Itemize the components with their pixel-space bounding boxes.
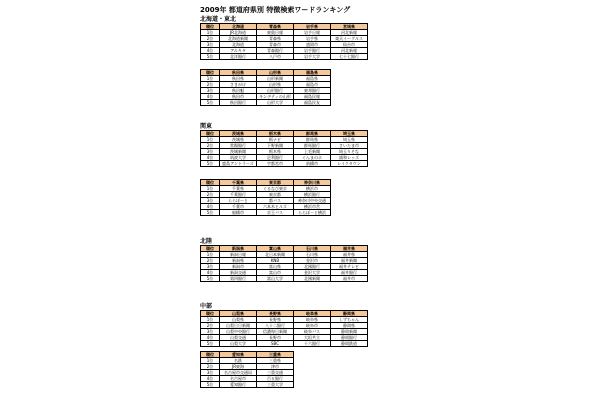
keyword-cell: 東京都 <box>257 192 294 198</box>
rank-cell: 2位 <box>201 143 220 149</box>
rank-cell: 5位 <box>201 382 220 388</box>
keyword-cell: 石川県 <box>294 252 331 258</box>
table-row <box>201 210 331 216</box>
prefecture-header: 愛知県 <box>220 352 257 358</box>
keyword-cell: 秋田銀行 <box>220 100 257 106</box>
keyword-cell: JR東海 <box>220 364 257 370</box>
keyword-cell: 山梨大学 <box>220 341 257 347</box>
keyword-cell: 十六銀行 <box>294 341 331 347</box>
prefecture-header: 静岡県 <box>331 311 368 317</box>
keyword-cell: 岩手銀行 <box>294 48 331 54</box>
keyword-cell: 青森市 <box>257 42 294 48</box>
region-label: 北海道・東北 <box>200 16 237 23</box>
rank-header: 順位 <box>201 180 220 186</box>
keyword-cell: 山形新聞 <box>257 76 294 82</box>
prefecture-header: 富山県 <box>257 246 294 252</box>
table-row <box>201 100 331 106</box>
keyword-cell: レイクタウン <box>331 161 368 167</box>
keyword-cell: 浦和レッズ <box>331 155 368 161</box>
rank-cell: 2位 <box>201 192 220 198</box>
keyword-cell: 長野市 <box>257 335 294 341</box>
table-row <box>201 276 368 282</box>
region-label: 北陸 <box>200 238 213 245</box>
keyword-cell: 北洋銀行 <box>220 54 257 60</box>
prefecture-header: 神奈川県 <box>294 180 331 186</box>
table-row <box>201 323 368 329</box>
rank-cell: 4位 <box>201 335 220 341</box>
keyword-cell: 愛知銀行 <box>220 382 257 388</box>
keyword-cell: 山梨県 <box>220 317 257 323</box>
keyword-cell: 八戸市 <box>257 54 294 60</box>
keyword-cell: 横浜市営 <box>294 204 331 210</box>
keyword-cell: さいたま市 <box>331 143 368 149</box>
keyword-cell: 青森県 <box>257 36 294 42</box>
rank-cell: 5位 <box>201 100 220 106</box>
keyword-cell: 青森銀行 <box>257 48 294 54</box>
keyword-cell: 静岡新聞 <box>331 329 368 335</box>
keyword-cell: SBC <box>257 341 294 347</box>
ranking-table <box>200 130 368 167</box>
keyword-cell: ぐんまのホ <box>294 155 331 161</box>
keyword-cell: 金沢市 <box>294 258 331 264</box>
keyword-cell: 宇都宮市 <box>257 161 294 167</box>
keyword-cell: JR北海道 <box>220 30 257 36</box>
keyword-cell: 福井新聞 <box>331 258 368 264</box>
keyword-cell: 百五銀行 <box>257 376 294 382</box>
keyword-cell: 埼玉県 <box>331 137 368 143</box>
rank-cell: 1位 <box>201 137 220 143</box>
rank-cell: 4位 <box>201 94 220 100</box>
keyword-cell: 山梨日日新聞 <box>220 323 257 329</box>
ranking-table <box>200 351 294 388</box>
prefecture-header: 石川県 <box>294 246 331 252</box>
prefecture-header: 埼玉県 <box>331 131 368 137</box>
keyword-cell: 静岡鉄道 <box>331 341 368 347</box>
rank-cell: 2位 <box>201 258 220 264</box>
page-title: 2009年 都道府県別 特徴検索ワードランキング <box>200 6 351 14</box>
keyword-cell: 名鉄 <box>220 358 257 364</box>
keyword-cell: 福井銀行 <box>331 270 368 276</box>
keyword-cell: 信濃毎日新聞 <box>257 329 294 335</box>
keyword-cell: 福島市 <box>294 82 331 88</box>
rank-cell: 3位 <box>201 149 220 155</box>
keyword-cell: さきがけ <box>220 82 257 88</box>
keyword-cell: 前橋市 <box>294 161 331 167</box>
keyword-cell: 横浜市 <box>294 186 331 192</box>
keyword-cell: 富山大学 <box>257 276 294 282</box>
rank-cell: 3位 <box>201 88 220 94</box>
rank-cell: 5位 <box>201 54 220 60</box>
keyword-cell: 千葉銀行 <box>220 192 257 198</box>
prefecture-header: 栃木県 <box>257 131 294 137</box>
keyword-cell: 群馬銀行 <box>294 143 331 149</box>
keyword-cell: しずちゃん <box>331 317 368 323</box>
keyword-cell: 千葉市 <box>220 204 257 210</box>
keyword-cell: 茨城県 <box>220 137 257 143</box>
keyword-cell: 仙台市 <box>331 42 368 48</box>
rank-header: 順位 <box>201 131 220 137</box>
rank-cell: 1位 <box>201 252 220 258</box>
keyword-cell: 大垣共立 <box>294 335 331 341</box>
keyword-cell: 岩手県 <box>294 36 331 42</box>
keyword-cell: 東奥日報 <box>257 30 294 36</box>
keyword-cell: 名古屋市 <box>220 376 257 382</box>
prefecture-header: 東京都 <box>257 180 294 186</box>
keyword-cell: 北國銀行 <box>294 264 331 270</box>
keyword-cell: 千葉県 <box>220 186 257 192</box>
table-row <box>201 341 368 347</box>
keyword-cell: 福島県 <box>294 76 331 82</box>
table-row <box>201 54 368 60</box>
prefecture-header: 群馬県 <box>294 131 331 137</box>
keyword-cell: 北國新聞 <box>294 276 331 282</box>
table-row <box>201 382 294 388</box>
keyword-cell: 山梨交通 <box>220 335 257 341</box>
prefecture-header: 宮城県 <box>331 24 368 30</box>
rank-cell: 3位 <box>201 329 220 335</box>
keyword-cell: 都バス <box>257 198 294 204</box>
keyword-cell: 埼玉りそな <box>331 149 368 155</box>
keyword-cell: 三重県 <box>257 358 294 364</box>
prefecture-header: 秋田県 <box>220 70 257 76</box>
keyword-cell: 横浜銀行 <box>294 192 331 198</box>
keyword-cell: 静岡銀行 <box>331 335 368 341</box>
keyword-cell: 富山市 <box>257 270 294 276</box>
keyword-cell: 船橋市 <box>220 210 257 216</box>
keyword-cell: 岐阜市 <box>294 323 331 329</box>
rank-cell: 3位 <box>201 264 220 270</box>
rank-cell: 5位 <box>201 210 220 216</box>
prefecture-header: 青森県 <box>257 24 294 30</box>
keyword-cell: 下野新聞 <box>257 143 294 149</box>
keyword-cell: 新潟交通 <box>220 270 257 276</box>
keyword-cell: 福井市 <box>331 276 368 282</box>
rank-cell: 1位 <box>201 76 220 82</box>
keyword-cell: 岩手日報 <box>294 30 331 36</box>
rank-header: 順位 <box>201 24 220 30</box>
prefecture-header: 千葉県 <box>220 180 257 186</box>
keyword-cell: 秋田県 <box>220 76 257 82</box>
prefecture-header: 福井県 <box>331 246 368 252</box>
region-label: 中部 <box>200 303 213 310</box>
keyword-cell: 六本木ヒルズ <box>257 204 294 210</box>
rank-cell: 5位 <box>201 341 220 347</box>
rank-cell: 4位 <box>201 376 220 382</box>
keyword-cell: 福島民報 <box>294 94 331 100</box>
rank-header: 順位 <box>201 246 220 252</box>
keyword-cell: 北海道新聞 <box>220 36 257 42</box>
keyword-cell: 足利銀行 <box>257 155 294 161</box>
table-row <box>201 161 368 167</box>
ranking-table <box>200 179 331 216</box>
rank-cell: 5位 <box>201 276 220 282</box>
region-label: 関東 <box>200 123 213 130</box>
rank-cell: 1位 <box>201 317 220 323</box>
keyword-cell: 北海道 <box>220 42 257 48</box>
keyword-cell: 筑波大学 <box>220 155 257 161</box>
keyword-cell: 秋田魁 <box>220 88 257 94</box>
keyword-cell: キンデティの山形 <box>257 94 294 100</box>
keyword-cell: 金沢大学 <box>294 270 331 276</box>
keyword-cell: 新潟日報 <box>220 252 257 258</box>
keyword-cell: 福井テレビ <box>331 264 368 270</box>
keyword-cell: 山形県 <box>257 82 294 88</box>
keyword-cell: ぐるなび東京 <box>257 186 294 192</box>
keyword-cell: 福島民友 <box>294 100 331 106</box>
prefecture-header: 山形県 <box>257 70 294 76</box>
keyword-cell: 新潟市 <box>220 264 257 270</box>
keyword-cell: 八十二銀行 <box>257 323 294 329</box>
keyword-cell: 山梨中央銀行 <box>220 329 257 335</box>
rank-cell: 3位 <box>201 198 220 204</box>
keyword-cell: 岐阜県 <box>294 317 331 323</box>
prefecture-header: 岩手県 <box>294 24 331 30</box>
keyword-cell: 常陽銀行 <box>220 143 257 149</box>
prefecture-header: 山梨県 <box>220 311 257 317</box>
rank-cell: 1位 <box>201 358 220 364</box>
rank-cell: 4位 <box>201 155 220 161</box>
rank-cell: 4位 <box>201 204 220 210</box>
keyword-cell: 三重交通 <box>257 370 294 376</box>
keyword-cell: 東邦銀行 <box>294 88 331 94</box>
keyword-cell: 津市 <box>257 364 294 370</box>
keyword-cell: 神奈川中央交通 <box>294 198 331 204</box>
prefecture-header: 茨城県 <box>220 131 257 137</box>
prefecture-header: 新潟県 <box>220 246 257 252</box>
keyword-cell: 盛岡市 <box>294 42 331 48</box>
keyword-cell: 鹿島アントラーズ <box>220 161 257 167</box>
keyword-cell: 三重大学 <box>257 382 294 388</box>
keyword-cell: KNB <box>257 258 294 264</box>
rank-header: 順位 <box>201 311 220 317</box>
keyword-cell: 京王バス <box>257 210 294 216</box>
rank-cell: 1位 <box>201 30 220 36</box>
keyword-cell: 静岡県 <box>331 323 368 329</box>
rank-header: 順位 <box>201 352 220 358</box>
keyword-cell: 七十七銀行 <box>331 54 368 60</box>
keyword-cell: 群馬県 <box>294 137 331 143</box>
prefecture-header: 北海道 <box>220 24 257 30</box>
keyword-cell: ららぽーと横浜 <box>294 210 331 216</box>
rank-cell: 5位 <box>201 161 220 167</box>
rank-cell: 4位 <box>201 48 220 54</box>
keyword-cell: 岐阜バス <box>294 329 331 335</box>
prefecture-header: 福島県 <box>294 70 331 76</box>
keyword-cell: 第四銀行 <box>220 276 257 282</box>
keyword-cell: ららぽーと <box>220 198 257 204</box>
keyword-cell: 新潟県 <box>220 258 257 264</box>
rank-cell: 2位 <box>201 364 220 370</box>
keyword-cell: 栃ナビ <box>257 137 294 143</box>
keyword-cell: 山形大学 <box>257 100 294 106</box>
keyword-cell: 山形銀行 <box>257 88 294 94</box>
rank-cell: 3位 <box>201 42 220 48</box>
rank-cell: 2位 <box>201 82 220 88</box>
keyword-cell: アルキタ <box>220 48 257 54</box>
ranking-table <box>200 23 368 60</box>
keyword-cell: 岩手大学 <box>294 54 331 60</box>
keyword-cell: 茨城新聞 <box>220 149 257 155</box>
rank-cell: 2位 <box>201 323 220 329</box>
keyword-cell: 福井県 <box>331 252 368 258</box>
keyword-cell: 楽天イーグルス <box>331 36 368 42</box>
keyword-cell: 北日本新聞 <box>257 252 294 258</box>
keyword-cell: 河北新報 <box>331 30 368 36</box>
rank-header: 順位 <box>201 70 220 76</box>
keyword-cell: 河北新報 <box>331 48 368 54</box>
rank-cell: 1位 <box>201 186 220 192</box>
keyword-cell: 上毛新聞 <box>294 149 331 155</box>
keyword-cell: 長野県 <box>257 317 294 323</box>
ranking-table <box>200 245 368 282</box>
table-row <box>201 329 368 335</box>
keyword-cell: 名古屋市交通局 <box>220 370 257 376</box>
ranking-table <box>200 69 331 106</box>
rank-cell: 4位 <box>201 270 220 276</box>
keyword-cell: 富山県 <box>257 264 294 270</box>
keyword-cell: 栃木県 <box>257 149 294 155</box>
keyword-cell: 秋田市 <box>220 94 257 100</box>
prefecture-header: 長野県 <box>257 311 294 317</box>
rank-cell: 2位 <box>201 36 220 42</box>
prefecture-header: 三重県 <box>257 352 294 358</box>
prefecture-header: 岐阜県 <box>294 311 331 317</box>
ranking-table <box>200 310 368 347</box>
rank-cell: 3位 <box>201 370 220 376</box>
